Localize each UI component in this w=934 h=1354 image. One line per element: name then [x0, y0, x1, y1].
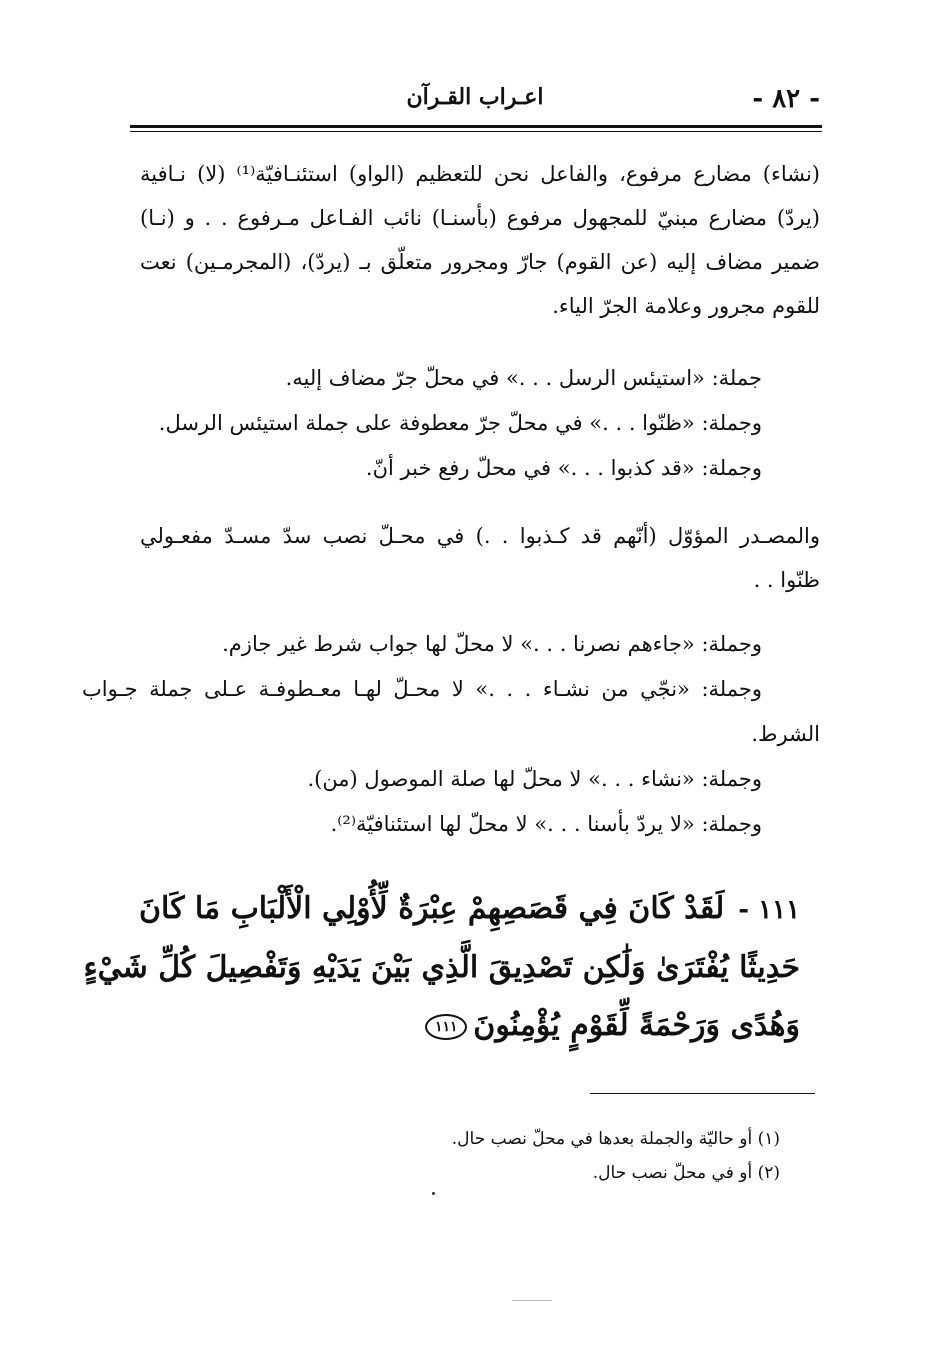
sentence-line: وجملة: «نشاء . . .» لا محلّ لها صلة الموصول (من).	[307, 767, 762, 791]
paragraph-grammar-analysis	[140, 152, 820, 328]
sentence-line: الشرط.	[751, 722, 820, 746]
quran-text: وَهُدًى وَرَحْمَةً لِّقَوْمٍ يُؤْمِنُونَ	[473, 1008, 800, 1043]
scan-speck	[512, 1300, 552, 1301]
sentence-line: وجملة: «نجّي من نشـاء . . .» لا محـلّ لهـا معـطوفـة عـلى جملة جـواب	[82, 677, 762, 701]
quran-verse	[83, 880, 800, 1055]
quran-line: حَدِيثًا يُفْتَرَىٰ وَلَٰكِن تَصْدِيقَ الَّذِي بَيْنَ يَدَيْهِ وَتَفْصِيلَ كُلِّ شَيْءٍ	[83, 950, 800, 985]
sentence-line: وجملة: «قد كذبوا . . .» في محلّ رفع خبر أنّ.	[365, 456, 762, 480]
quran-text: لَقَدْ كَانَ فِي قَصَصِهِمْ عِبْرَةٌ لِّأُوْلِي الْأَلْبَابِ مَا كَانَ	[139, 891, 725, 926]
header-rule-thin	[130, 131, 822, 132]
running-title: اعـراب القـرآن	[406, 84, 544, 110]
page-number: - ٨٢ -	[752, 84, 820, 114]
scan-speck	[432, 1192, 435, 1195]
paragraph-line: ظنّوا . .	[753, 568, 820, 592]
quran-line	[139, 880, 800, 939]
header-rule	[130, 125, 822, 128]
sentence-line: جملة: «استيئس الرسل . . .» في محلّ جرّ مضاف إليه.	[285, 366, 762, 390]
footnotes	[330, 1122, 780, 1190]
sentence-list-1	[140, 356, 762, 491]
ayah-end-marker: ١١١	[425, 1014, 467, 1040]
paragraph-line: ضمير مضاف إليه (عن القوم) جارّ ومجرور متعلّق بـ (يردّ)، (المجرمـين) نعت	[140, 250, 820, 274]
sentence-list-2	[82, 622, 820, 847]
page-header	[130, 78, 820, 118]
footnote: (١) أو حاليّة والجملة بعدها في محلّ نصب حال.	[451, 1129, 780, 1149]
paragraph-line: (نشاء) مضارع مرفوع، والفاعل نحن للتعظيم (الواو) استئنـافيّة⁽¹⁾ (لا) نـافية	[140, 162, 821, 186]
paragraph-line: والمصـدر المؤوّل (أنّهم قد كـذبوا . .) في محـلّ نصب سدّ مسـدّ مفعـولي	[140, 524, 820, 548]
paragraph-masdar	[140, 514, 820, 602]
footnote-rule	[590, 1093, 815, 1094]
footnote: (٢) أو في محلّ نصب حال.	[592, 1163, 780, 1183]
verse-number: ١١١ -	[738, 895, 800, 925]
sentence-line: وجملة: «جاءهم نصرنا . . .» لا محلّ لها جواب شرط غير جازم.	[222, 632, 762, 656]
quran-line	[150, 997, 800, 1055]
sentence-line: وجملة: «ظنّوا . . .» في محلّ جرّ معطوفة على جملة استيئس الرسل.	[158, 411, 762, 435]
sentence-line: وجملة: «لا يردّ بأسنا . . .» لا محلّ لها استئنافيّة⁽²⁾.	[330, 812, 762, 836]
paragraph-line: للقوم مجرور وعلامة الجرّ الياء.	[552, 294, 820, 318]
paragraph-line: (يردّ) مضارع مبنيّ للمجهول مرفوع (بأسنـا) نائب الفـاعل مـرفوع . . و (نـا)	[140, 206, 820, 230]
